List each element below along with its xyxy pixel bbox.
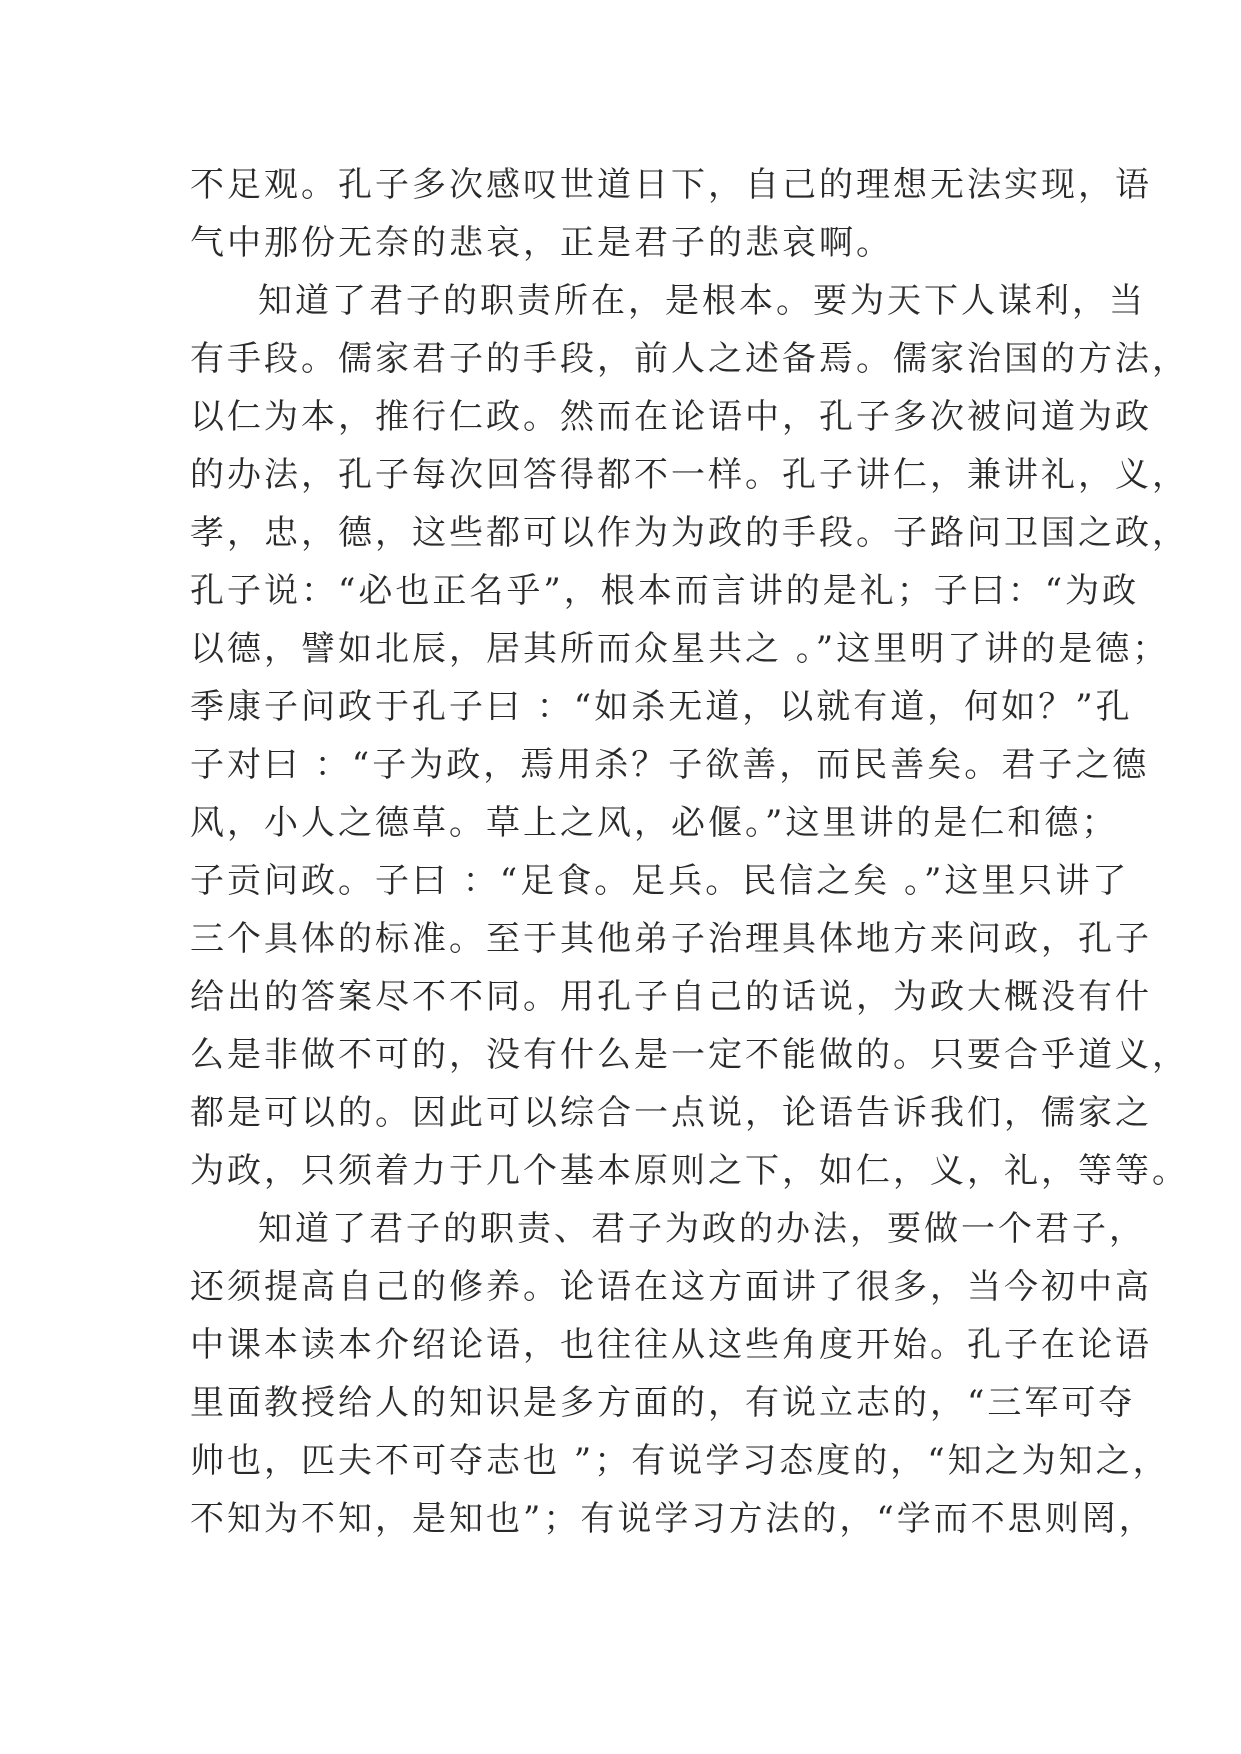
text-line: 知道了君子的职责、君子为政的办法，要做一个君子， [258, 1209, 1146, 1249]
text-line: 孝，忠，德，这些都可以作为为政的手段。子路问卫国之政， [190, 513, 1189, 553]
text-line: 不足观。孔子多次感叹世道日下，自己的理想无法实现，语 [190, 165, 1152, 205]
text-line: 都是可以的。因此可以综合一点说，论语告诉我们，儒家之 [190, 1093, 1152, 1133]
text-line: 孔子说：“必也正名乎”，根本而言讲的是礼；子曰：“为政 [190, 571, 1140, 611]
text-line: 不知为不知，是知也”；有说学习方法的，“学而不思则罔， [190, 1499, 1156, 1539]
text-line: 么是非做不可的，没有什么是一定不能做的。只要合乎道义， [190, 1035, 1189, 1075]
text-line: 以德，譬如北辰，居其所而众星共之 。”这里明了讲的是德； [190, 629, 1170, 669]
text-line: 季康子问政于孔子曰 ：“如杀无道，以就有道，何如？”孔 [190, 687, 1133, 727]
text-line: 知道了君子的职责所在，是根本。要为天下人谋利，当 [258, 281, 1146, 321]
text-line: 的办法，孔子每次回答得都不一样。孔子讲仁，兼讲礼，义， [190, 455, 1189, 495]
text-line: 有手段。儒家君子的手段，前人之述备焉。儒家治国的方法， [190, 339, 1189, 379]
text-line: 子贡问政。子曰 ：“足食。足兵。民信之矣 。”这里只讲了 [190, 861, 1130, 901]
text-line: 为政，只须着力于几个基本原则之下，如仁，义，礼，等等。 [190, 1151, 1189, 1191]
text-line: 帅也，匹夫不可夺志也 ”；有说学习态度的，“知之为知之， [190, 1441, 1170, 1481]
text-line: 中课本读本介绍论语，也往往从这些角度开始。孔子在论语 [190, 1325, 1152, 1365]
text-line: 风，小人之德草。草上之风，必偃。”这里讲的是仁和德； [190, 803, 1119, 843]
text-line: 三个具体的标准。至于其他弟子治理具体地方来问政，孔子 [190, 919, 1152, 959]
body-text [190, 156, 1189, 1548]
text-line: 以仁为本，推行仁政。然而在论语中，孔子多次被问道为政 [190, 397, 1152, 437]
text-line: 气中那份无奈的悲哀，正是君子的悲哀啊。 [190, 223, 893, 263]
text-line: 还须提高自己的修养。论语在这方面讲了很多，当今初中高 [190, 1267, 1152, 1307]
text-line: 给出的答案尽不不同。用孔子自己的话说，为政大概没有什 [190, 977, 1152, 1017]
text-line: 子对曰 ：“子为政，焉用杀？子欲善，而民善矣。君子之德 [190, 745, 1150, 785]
text-line: 里面教授给人的知识是多方面的，有说立志的，“三军可夺 [190, 1383, 1136, 1423]
